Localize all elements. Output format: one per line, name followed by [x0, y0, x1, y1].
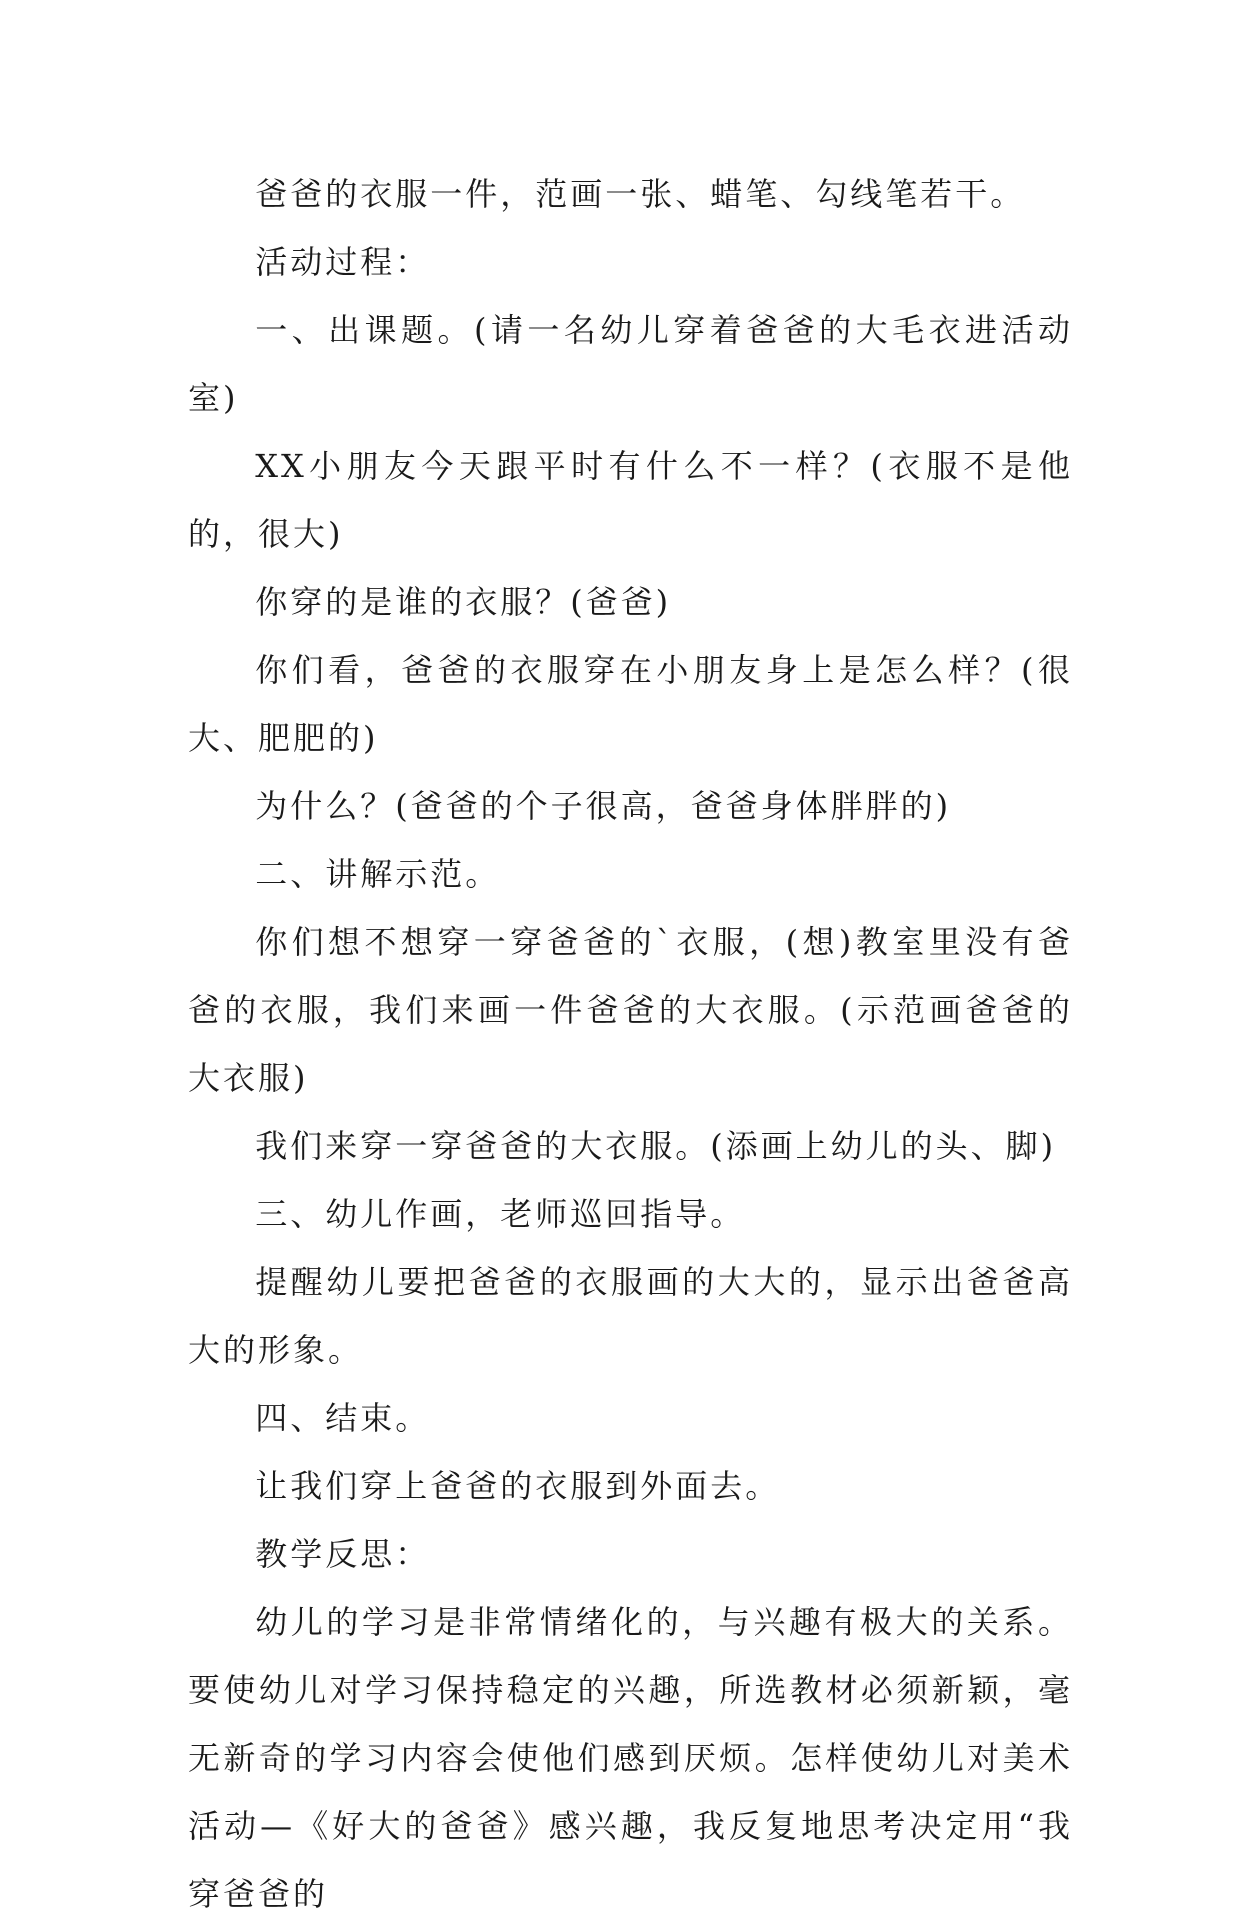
paragraph-reflection-body: 幼儿的学习是非常情绪化的，与兴趣有极大的关系。要使幼儿对学习保持稳定的兴趣，所选教材必须新颖，毫无新奇的学习内容会使他们感到厌烦。怎样使幼儿对美术活动—《好大的爸爸》感兴趣，我反复地思考决定用“我穿爸爸的 [188, 1603, 1073, 1913]
paragraph-question-how-looks: 你们看，爸爸的衣服穿在小朋友身上是怎么样？(很大、肥肥的) [188, 651, 1073, 757]
document-body [188, 160, 1073, 1928]
paragraph-go-outside: 让我们穿上爸爸的衣服到外面去。 [255, 1467, 781, 1505]
paragraph-question-different: XX小朋友今天跟平时有什么不一样？(衣服不是他的，很大) [188, 447, 1073, 553]
paragraph-step-1-heading: 一、出课题。(请一名幼儿穿着爸爸的大毛衣进活动室) [188, 311, 1073, 417]
paragraph-activity-process-heading: 活动过程： [255, 243, 431, 281]
paragraph-reminder: 提醒幼儿要把爸爸的衣服画的大大的，显示出爸爸高大的形象。 [188, 1263, 1073, 1369]
paragraph-question-why: 为什么？(爸爸的个子很高，爸爸身体胖胖的) [255, 787, 952, 825]
paragraph-reflection-heading: 教学反思： [255, 1535, 431, 1573]
paragraph-materials: 爸爸的衣服一件，范画一张、蜡笔、勾线笔若干。 [255, 175, 1026, 213]
paragraph-step-2-heading: 二、讲解示范。 [255, 855, 501, 893]
paragraph-question-whose-clothes: 你穿的是谁的衣服？(爸爸) [255, 583, 672, 621]
paragraph-step-3-heading: 三、幼儿作画，老师巡回指导。 [255, 1195, 746, 1233]
paragraph-wear-clothes: 我们来穿一穿爸爸的大衣服。(添画上幼儿的头、脚) [255, 1127, 1057, 1165]
paragraph-demonstration: 你们想不想穿一穿爸爸的`衣服，(想)教室里没有爸爸的衣服，我们来画一件爸爸的大衣服。(示范画爸爸的大衣服) [188, 923, 1073, 1097]
paragraph-step-4-heading: 四、结束。 [255, 1399, 431, 1437]
